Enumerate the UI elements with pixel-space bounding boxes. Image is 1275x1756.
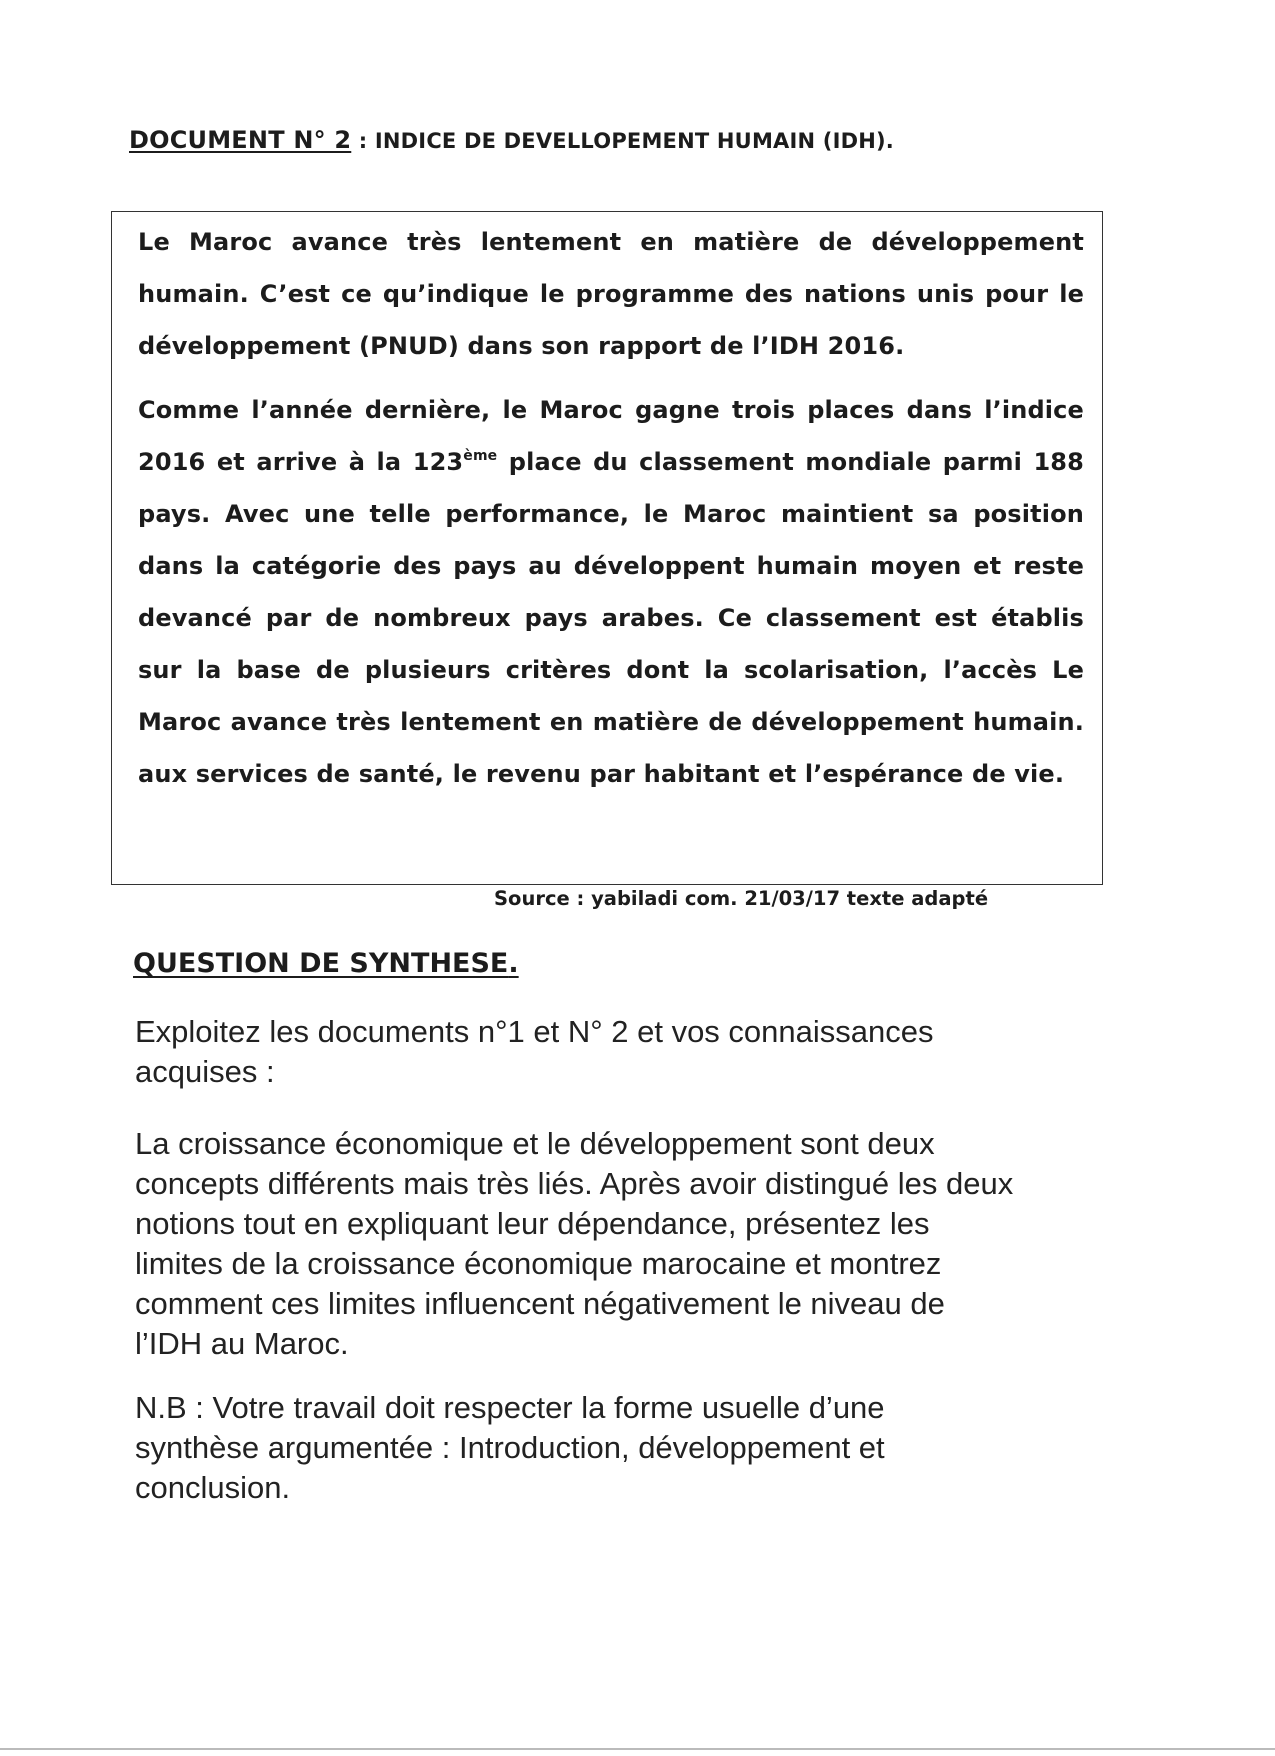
excerpt-paragraph-2 [138, 384, 1084, 800]
document-title: INDICE DE DEVELLOPEMENT HUMAIN (IDH). [374, 129, 894, 153]
scan-bottom-edge [0, 1748, 1275, 1750]
question-title-text: QUESTION DE SYNTHESE [133, 948, 509, 979]
excerpt-paragraph-2-part-2: place du classement mondiale parmi 188 pays. Avec une telle performance, le Maroc maintient sa position dans la catégorie des pays au développent humain moyen et reste devancé par de nombreux pays arabes. Ce classement est établis sur la base de plusieurs critères dont la scolarisation, l’accès Le Maroc avance très lentement en matière de développement humain. aux services de santé, le revenu par habitant et l’espérance de vie. [138, 448, 1084, 788]
excerpt-paragraph-2-part-1: Comme l’année dernière, le Maroc gagne trois places dans l’indice 2016 et arrive à la 123 [138, 396, 1084, 476]
excerpt-paragraph-1: Le Maroc avance très lentement en matière de développement humain. C’est ce qu’indique le programme des nations unis pour le développement (PNUD) dans son rapport de l’IDH 2016. [138, 228, 1084, 360]
question-prompt: La croissance économique et le développement sont deux concepts différents mais très liés. Après avoir distingué les deux notions tout en expliquant leur dépendance, présentez les limites de la croissance économique marocaine et montrez comment ces limites influencent négativement le niveau de l’IDH au Maroc. [135, 1126, 1014, 1361]
source-citation: Source : yabiladi com. 21/03/17 texte adapté [494, 887, 989, 910]
question-instruction: Exploitez les documents n°1 et N° 2 et vos connaissances acquises : [135, 1014, 934, 1089]
text-excerpt-box [111, 211, 1103, 885]
document-heading [129, 126, 894, 154]
question-note: N.B : Votre travail doit respecter la forme usuelle d’une synthèse argumentée : Introduction, développement et conclusion. [135, 1390, 885, 1505]
rank-ordinal-suffix: ème [463, 448, 498, 464]
document-label: DOCUMENT N° 2 [129, 126, 352, 154]
heading-separator: : [351, 129, 375, 153]
question-title: QUESTION DE SYNTHESE. [133, 948, 519, 979]
